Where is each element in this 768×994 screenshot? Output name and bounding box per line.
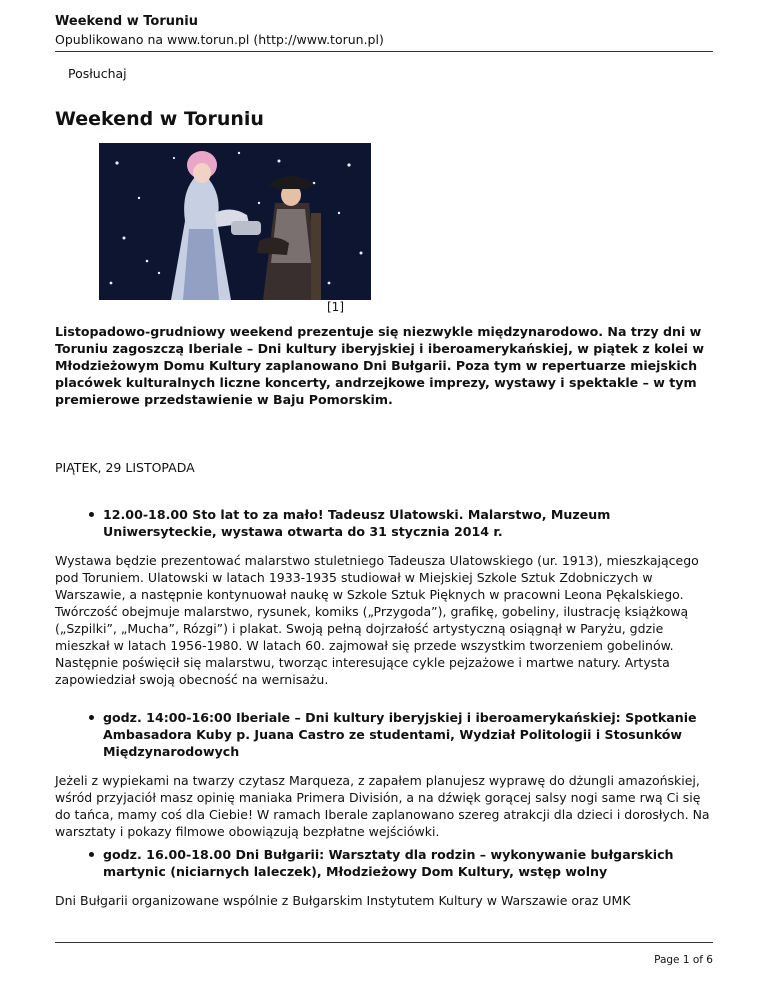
event-description: Wystawa będzie prezentować malarstwo stuletniego Tadeusza Ulatowskiego (ur. 1913), mieszkającego pod Toruniem. Ulatowski w latach 1933-1935 studiował w Miejskiej Szkole Sztuk Zdobniczych w Warszawie, a następnie kontynuował naukę w Szkole Sztuk Pięknych w pracowni Leona Pękalskiego. Twórczość obejmuje malarstwo, rysunek, komiks („Przygoda”), grafikę, gobeliny, ilustrację książkową („Szpilki”, „Mucha”, Rózgi”) i plakat. Swoją pełną dojrzałość artystyczną osiągnął w Paryżu, gdzie mieszkał w latach 1956-1980. W latach 60. zajmował się przede wszystkim tworzeniem gobelinów. Następnie poświęcił się malarstwu, tworząc interesujące cykle pejzażowe i martwe natury. Artysta zapowiedział swoją obecność na wernisażu. xyxy=(55,553,699,687)
footer-divider xyxy=(55,942,713,943)
article-lead: Listopadowo-grudniowy weekend prezentuje się niezwykle międzynarodowo. Na trzy dni w Toruniu zagoszczą Iberiale – Dni kultury iberyjskiej i iberoamerykańskiej, w piątek z kolei w Młodzieżowym Domu Kultury zaplanowano Dni Bułgarii. Poza tym w repertuarze miejskich placówek kulturalnych liczne koncerty, andrzejkowe imprezy, wystawy i spektakle – w tym premierowe przedstawienie w Baju Pomorskim. xyxy=(55,324,705,407)
event-heading: 12.00-18.00 Sto lat to za mało! Tadeusz Ulatowski. Malarstwo, Muzeum Uniwersyteckie, wystawa otwarta do 31 stycznia 2014 r. xyxy=(89,506,723,540)
event-description: Dni Bułgarii organizowane wspólnie z Bułgarskim Instytutem Kultury w Warszawie oraz UMK xyxy=(55,893,631,908)
header-source: Opublikowano na www.torun.pl (http://www.torun.pl) xyxy=(55,32,384,47)
article-photo xyxy=(99,143,371,300)
header-title: Weekend w Toruniu xyxy=(55,14,198,29)
event-heading: godz. 16.00-18.00 Dni Bułgarii: Warsztaty dla rodzin – wykonywanie bułgarskich martynic (niciarnych laleczek), Młodzieżowy Dom Kultury, wstęp wolny xyxy=(89,846,723,880)
listen-link[interactable]: Posłuchaj xyxy=(68,66,127,81)
page-number: Page 1 of 6 xyxy=(654,954,713,966)
day-heading: PIĄTEK, 29 LISTOPADA xyxy=(55,460,195,475)
article-title: Weekend w Toruniu xyxy=(55,108,264,130)
header-divider xyxy=(55,51,713,52)
event-description: Jeżeli z wypiekami na twarzy czytasz Marqueza, z zapałem planujesz wyprawę do dżungli amazońskiej, wśród przyjaciół masz opinię maniaka Primera División, a na dźwięk gorącej salsy nogi same rwą Ci się do tańca, mamy coś dla Ciebie! W ramach Iberale zaplanowano szereg atrakcji dla dzieci i dorosłych. Na warsztaty i pokazy filmowe obowiązują bezpłatne wejściówki. xyxy=(55,773,710,839)
image-reference: [1] xyxy=(327,300,344,314)
event-heading: godz. 14:00-16:00 Iberiale – Dni kultury iberyjskiej i iberoamerykańskiej: Spotkanie Ambasadora Kuby p. Juana Castro ze studentami, Wydział Politologii i Stosunków Międzynarodowych xyxy=(89,709,723,760)
